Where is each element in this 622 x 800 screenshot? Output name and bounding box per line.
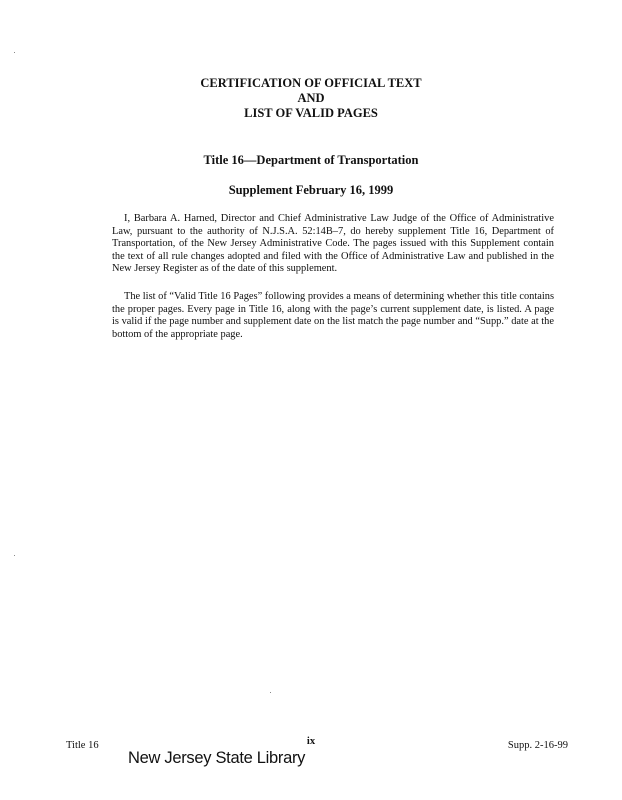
scan-speck	[14, 52, 15, 53]
scan-speck	[270, 692, 271, 693]
heading-line-3: LIST OF VALID PAGES	[244, 106, 378, 120]
supplement-heading: Supplement February 16, 1999	[228, 183, 394, 197]
title-heading: Title 16—Department of Transportation	[203, 153, 419, 167]
valid-pages-paragraph: The list of “Valid Title 16 Pages” following provides a means of determining whether this title contains the proper pages. Every page in Title 16, along with the page’s current supplement date, is listed. A page is valid if the page number and supplement date on the list match the page number and “Supp.” date at the bottom of the appropriate page.	[112, 291, 554, 340]
heading-line-1: CERTIFICATION OF OFFICIAL TEXT	[200, 76, 422, 90]
footer-page-number: ix	[306, 736, 316, 747]
certification-heading	[0, 76, 622, 121]
scan-speck	[14, 555, 15, 556]
certification-paragraph: I, Barbara A. Harned, Director and Chief Administrative Law Judge of the Office of Administrative Law, pursuant to the authority of N.J.S.A. 52:14B–7, do hereby supplement Title 16, Department of Transportation, of the New Jersey Administrative Code. The pages issued with this Supplement contain the text of all rule changes adopted and filed with the Office of Administrative Law and published in the New Jersey Register as of the date of this supplement.	[112, 213, 554, 275]
footer-supp-date: Supp. 2-16-99	[507, 740, 568, 751]
heading-line-2: AND	[297, 91, 325, 105]
footer-title: Title 16	[66, 740, 99, 751]
library-stamp: New Jersey State Library	[128, 749, 306, 767]
